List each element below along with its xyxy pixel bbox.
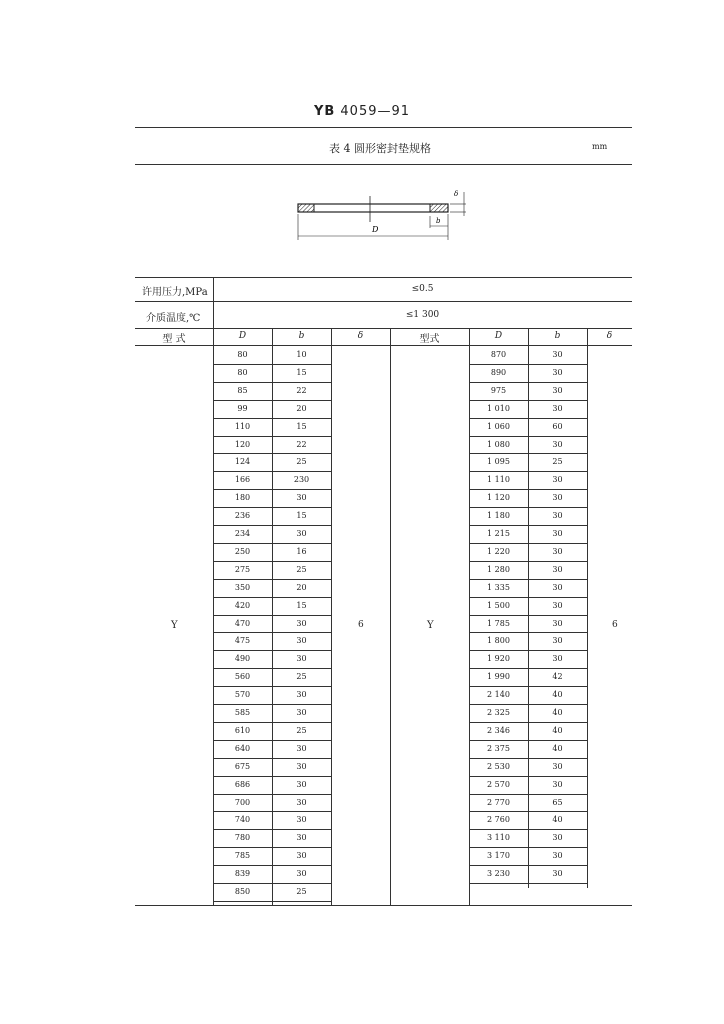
cell-b-right: 30 (552, 439, 563, 449)
row-divider (213, 901, 331, 902)
cell-b-right: 30 (552, 600, 563, 610)
cell-b-left: 230 (293, 475, 310, 485)
cell-D-right: 1 800 (487, 636, 510, 646)
cell-b-left: 22 (296, 385, 307, 395)
cell-D-left: 700 (234, 797, 251, 807)
cell-b-right: 40 (552, 690, 563, 700)
cell-b-left: 30 (296, 654, 307, 664)
cell-b-left: 25 (296, 564, 307, 574)
col-header-D-left: D (238, 331, 247, 341)
standard-number (0, 104, 724, 119)
cell-D-left: 80 (237, 367, 248, 377)
cell-b-left: 30 (296, 618, 307, 628)
cell-D-left: 780 (234, 833, 251, 843)
thickness-left: 6 (358, 620, 364, 630)
cell-b-left: 30 (296, 851, 307, 861)
cell-D-left: 110 (234, 421, 251, 431)
cell-D-right: 3 170 (487, 851, 510, 861)
param-temperature-label: 介质温度,℃ (146, 313, 201, 324)
cell-D-right: 1 220 (487, 546, 510, 556)
col-header-b-right: b (554, 331, 561, 341)
cell-b-right: 30 (552, 493, 563, 503)
cell-b-left: 25 (296, 725, 307, 735)
cell-b-right: 30 (552, 833, 563, 843)
cell-D-left: 180 (234, 493, 251, 503)
cell-b-right: 30 (552, 564, 563, 574)
cell-D-left: 99 (237, 403, 248, 413)
cell-b-right: 30 (552, 636, 563, 646)
type-left: Y (171, 620, 178, 631)
cell-D-right: 2 140 (487, 690, 510, 700)
cell-b-left: 15 (296, 421, 307, 431)
cell-D-right: 2 375 (487, 743, 510, 753)
cell-D-left: 250 (234, 546, 251, 556)
gasket-left-section (298, 204, 314, 212)
cell-D-right: 1 120 (487, 493, 510, 503)
cell-b-left: 25 (296, 672, 307, 682)
cell-D-right: 1 335 (487, 582, 510, 592)
param-pressure-value: ≤0.5 (411, 284, 434, 294)
cell-b-right: 40 (552, 815, 563, 825)
cell-D-right: 1 080 (487, 439, 510, 449)
cell-D-right: 2 530 (487, 761, 510, 771)
col-header-b-left: b (298, 331, 305, 341)
cell-b-left: 25 (296, 457, 307, 467)
cell-D-right: 1 280 (487, 564, 510, 574)
col-header-D-right: D (494, 331, 503, 341)
cell-b-right: 40 (552, 725, 563, 735)
title-rule (135, 164, 632, 165)
cell-b-right: 30 (552, 475, 563, 485)
cell-b-left: 30 (296, 761, 307, 771)
cell-b-right: 30 (552, 779, 563, 789)
cell-b-left: 30 (296, 493, 307, 503)
cell-D-right: 2 346 (487, 725, 510, 735)
cell-D-left: 585 (234, 708, 251, 717)
cell-D-left: 839 (234, 869, 251, 879)
cell-b-right: 30 (552, 761, 563, 771)
cell-b-right: 30 (552, 367, 563, 377)
cell-D-right: 2 570 (487, 779, 510, 789)
cell-b-right: 30 (552, 385, 563, 395)
cell-b-right: 30 (552, 529, 563, 538)
cell-b-right: 30 (552, 618, 563, 628)
cell-D-right: 1 180 (487, 511, 510, 521)
cell-b-left: 30 (296, 529, 307, 538)
cell-D-right: 1 215 (487, 529, 510, 538)
cell-b-left: 15 (296, 600, 307, 610)
cell-b-right: 60 (552, 421, 563, 431)
cell-D-left: 686 (234, 779, 251, 789)
cell-b-left: 30 (296, 815, 307, 825)
cell-b-right: 25 (552, 457, 563, 467)
cell-D-right: 1 010 (487, 403, 510, 413)
col-header-type-right: 型式 (419, 334, 440, 345)
cell-D-left: 475 (234, 636, 251, 646)
diagram-label-delta: δ (454, 190, 459, 198)
cell-D-right: 870 (490, 350, 507, 359)
cell-b-left: 30 (296, 708, 307, 717)
cell-D-left: 80 (237, 350, 248, 359)
cell-b-left: 30 (296, 869, 307, 879)
cell-D-right: 1 500 (487, 600, 510, 610)
cell-D-left: 166 (234, 475, 251, 485)
cell-D-left: 470 (234, 618, 251, 628)
cell-b-left: 25 (296, 887, 307, 896)
cell-D-right: 1 785 (487, 618, 510, 628)
gasket-right-section (430, 204, 448, 212)
cell-b-left: 20 (296, 403, 307, 413)
cell-D-right: 890 (490, 367, 507, 377)
cell-D-left: 740 (234, 815, 251, 825)
cell-D-left: 640 (234, 743, 251, 753)
standard-code: YB (313, 104, 336, 119)
param-temperature-value: ≤1 300 (405, 310, 440, 320)
diagram-label-D: D (372, 225, 379, 234)
cell-b-left: 30 (296, 833, 307, 843)
cell-b-left: 16 (296, 546, 307, 556)
standard-number-text: 4059—91 (340, 104, 411, 119)
type-right: Y (427, 620, 434, 631)
cell-b-right: 30 (552, 546, 563, 556)
cell-D-left: 275 (234, 564, 251, 574)
col-header-delta-left: δ (357, 331, 364, 341)
unit-label: mm (592, 142, 608, 151)
cell-D-right: 975 (490, 385, 507, 395)
cell-b-left: 30 (296, 797, 307, 807)
cell-b-right: 30 (552, 403, 563, 413)
cell-b-right: 30 (552, 350, 563, 359)
cell-b-left: 10 (296, 350, 307, 359)
cell-b-right: 30 (552, 582, 563, 592)
cell-D-left: 850 (234, 887, 251, 896)
cell-D-left: 560 (234, 672, 251, 682)
cell-b-left: 30 (296, 743, 307, 753)
cell-b-right: 30 (552, 869, 563, 879)
cell-b-left: 15 (296, 367, 307, 377)
cell-D-right: 2 770 (487, 797, 510, 807)
cell-b-left: 20 (296, 582, 307, 592)
cell-D-left: 785 (234, 851, 251, 861)
table-title: 表 4 圆形密封垫规格 (329, 142, 431, 155)
cell-b-right: 40 (552, 708, 563, 717)
thickness-right: 6 (612, 620, 618, 630)
cell-b-right: 30 (552, 851, 563, 861)
cell-D-right: 2 760 (487, 815, 510, 825)
cell-D-right: 1 110 (487, 475, 510, 485)
cell-D-right: 3 230 (487, 869, 510, 879)
row-divider (469, 883, 587, 884)
col-header-delta-right: δ (606, 331, 613, 341)
cell-D-right: 3 110 (487, 833, 510, 843)
cell-D-left: 610 (234, 725, 251, 735)
cell-b-left: 30 (296, 779, 307, 789)
cell-D-left: 420 (234, 600, 251, 610)
cell-D-left: 234 (234, 529, 251, 538)
gasket-cross-section-diagram (290, 186, 480, 246)
cell-b-left: 30 (296, 690, 307, 700)
cell-D-right: 1 920 (487, 654, 510, 664)
cell-b-right: 42 (552, 672, 563, 682)
col-header-type-left: 型 式 (162, 334, 186, 345)
cell-D-left: 675 (234, 761, 251, 771)
cell-D-right: 2 325 (487, 708, 510, 717)
cell-D-left: 236 (234, 511, 251, 521)
cell-D-left: 124 (234, 457, 251, 467)
cell-b-left: 30 (296, 636, 307, 646)
cell-D-left: 570 (234, 690, 251, 700)
diagram-label-b: b (436, 217, 441, 225)
cell-D-left: 490 (234, 654, 251, 664)
cell-b-left: 22 (296, 439, 307, 449)
cell-b-right: 65 (552, 797, 563, 807)
cell-b-right: 40 (552, 743, 563, 753)
cell-D-right: 1 060 (487, 421, 510, 431)
cell-D-left: 85 (237, 385, 248, 395)
cell-b-left: 15 (296, 511, 307, 521)
gasket-body (298, 204, 448, 212)
header-rule (135, 127, 632, 128)
param-pressure-label: 许用压力,MPa (142, 287, 208, 298)
cell-b-right: 30 (552, 654, 563, 664)
cell-D-right: 1 990 (487, 672, 510, 682)
cell-D-left: 120 (234, 439, 251, 449)
cell-D-left: 350 (234, 582, 251, 592)
cell-b-right: 30 (552, 511, 563, 521)
cell-D-right: 1 095 (487, 457, 510, 467)
